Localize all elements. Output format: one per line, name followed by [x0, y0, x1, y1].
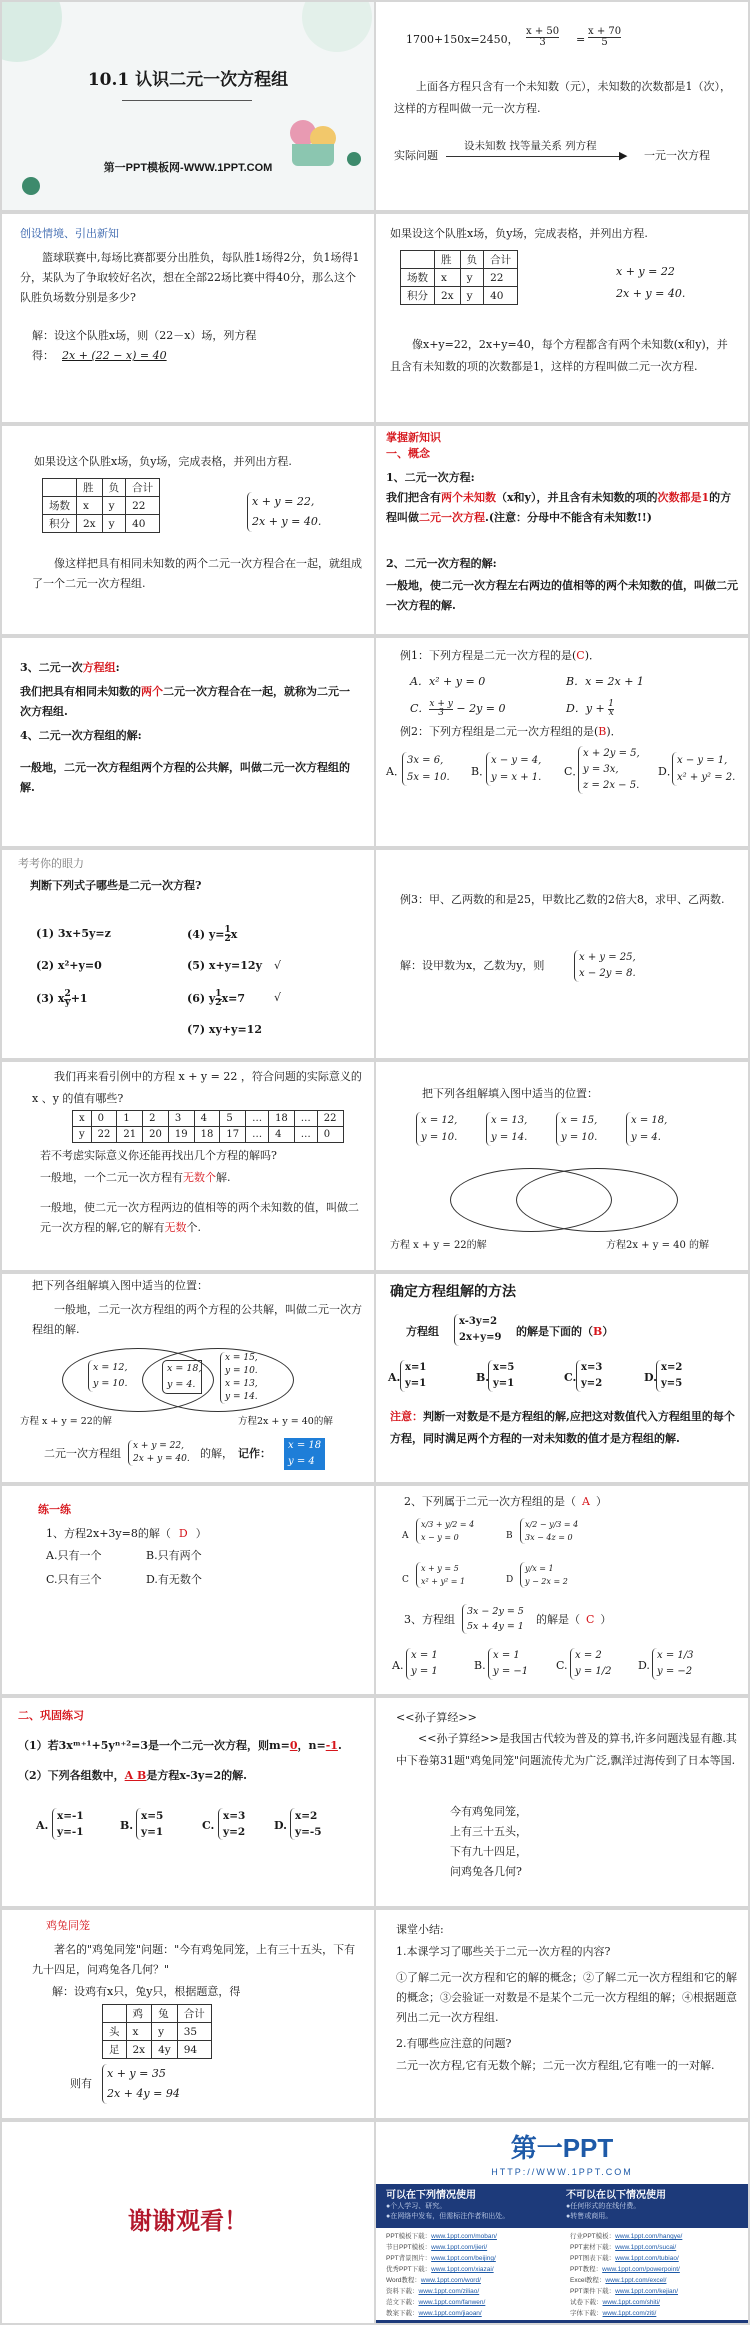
- question-system: x-3y=2 2x+y=9: [454, 1314, 501, 1346]
- question-2: 2.有哪些应注意的问题?: [396, 2037, 512, 2050]
- note-text: 注意：判断一对数是不是方程组的解,应把这对数值代入方程组里的每个方程，同时满足两个方程的一对未知数的值才是方程组的解.: [390, 1410, 735, 1445]
- table-row: 积分 2x y 40: [401, 287, 518, 305]
- resource-link[interactable]: [570, 2309, 656, 2319]
- resource-link[interactable]: [570, 2276, 666, 2286]
- question-2: （2）下列各组数中，A B是方程x-3y=2的解.: [18, 1769, 248, 1782]
- resource-link[interactable]: [570, 2287, 678, 2297]
- resource-link-url[interactable]: www.1ppt.com/jieri/: [431, 2244, 488, 2251]
- resource-link-label: 试卷下载：: [570, 2299, 603, 2306]
- resource-link[interactable]: [570, 2254, 679, 2264]
- definition-text: 一般地，二元一次方程组两个方程的公共解，叫做二元一次方程组的解.: [20, 761, 350, 794]
- table-row: 场数 x y 22: [401, 269, 518, 287]
- verse-line-2: 上有三十五头，: [450, 1825, 527, 1838]
- resource-link-label: Word教程：: [386, 2277, 421, 2284]
- term-heading: 1、二元一次方程:: [386, 471, 475, 484]
- slide-ppt-info: [376, 2122, 748, 2323]
- disallowed-item: ●任何形式的在线付费。: [566, 2203, 641, 2210]
- example-question: 例1：下列方程是二元一次方程的是(C)．: [400, 649, 601, 662]
- section-heading: 课堂小结:: [396, 1923, 444, 1936]
- slide-chicken-rabbit: [2, 1910, 374, 2118]
- slide-examples: 例1：下列方程是二元一次方程的是(C)． A．x² + y = 0 B．x = 2x + 1 C．$\frac{x + y}{3} - 2y = 0$ D．$y + \frac{1}{x}$ 例2：下列方程组是二元一次方程组的是(B)． A． 3x = 6, 5x = 10. B． x − y = 4, y = x + 1. C． x + 2y = 5, y = 3x, z = 2x − 5. D． x − y = 1, x² + y² = 2.: [376, 638, 748, 846]
- option-d: y/x = 1 y − 2x = 2: [520, 1562, 568, 1588]
- section-heading: 掌握新知识: [386, 431, 441, 444]
- check-mark: √: [274, 959, 282, 972]
- resource-link-url[interactable]: www.1ppt.com/word/: [420, 2277, 481, 2284]
- solution-pair: x = 12, y = 10.: [88, 1360, 127, 1392]
- solution-text: 解：设鸡有x只，兔y只，根据题意，得: [52, 1985, 241, 1998]
- item-2: (2) x²+y=0: [36, 959, 102, 972]
- slide-consolidate: 二、巩固练习 （1）若3xᵐ⁺¹+5yⁿ⁺²=3是一个二元一次方程，则m=0，n=-1. （2）下列各组数中，A B是方程x-3y=2的解. A. x=-1 y=-1 B. x=5 y=1 C. x=3 y=2 D. x=2 y=-5: [2, 1698, 374, 1906]
- brand-logo: 第一PPT: [510, 2133, 614, 2163]
- answer-2: 二元一次方程,它有无数个解；二元一次方程组,它有唯一的一对解.: [396, 2059, 715, 2072]
- option-b: x/2 − y/3 = 4 3x − 4z = 0: [520, 1518, 578, 1544]
- solution-text: 解：设甲数为x，乙数为y，则: [400, 959, 545, 972]
- table-row: 场数 x y 22: [43, 497, 160, 515]
- equation-system: x + y = 22, 2x + y = 40.: [247, 492, 321, 532]
- equation-a: x + y = 22: [616, 265, 675, 278]
- common-solution-pair: x = 18, y = 4.: [162, 1360, 202, 1394]
- answer-option-c: x = 2 y = 1/2: [570, 1648, 611, 1680]
- term-heading: 2、二元一次方程的解:: [386, 557, 497, 570]
- definition-text: 一般地，使二元一次方程左右两边的值相等的两个未知数的值，叫做二元一次方程的解.: [386, 579, 738, 612]
- verse-line-4: 问鸡兔各几何?: [450, 1865, 522, 1878]
- solutions-table: [72, 1110, 344, 1143]
- option-system-c: x + 2y = 5, y = 3x, z = 2x − 5.: [578, 746, 640, 794]
- answer-option-b: x = 1 y = −1: [488, 1648, 528, 1680]
- option-system-a: 3x = 6, 5x = 10.: [402, 752, 450, 786]
- solution-pair: x = 18, y = 4.: [626, 1112, 667, 1146]
- term-heading: 3、二元一次方程组:: [20, 661, 120, 674]
- option-a: x=1 y=1: [400, 1360, 426, 1392]
- solution-line-1: 解：设这个队胜x场，则（22－x）场，列方程: [32, 329, 257, 342]
- solution-pair: x = 13, y = 14.: [486, 1112, 527, 1146]
- resource-link-url[interactable]: www.1ppt.com/excel/: [605, 2277, 667, 2284]
- slide-sunzi: [376, 1698, 748, 1906]
- section-heading: 练一练: [38, 1503, 71, 1516]
- term-heading: 4、二元一次方程组的解:: [20, 729, 142, 742]
- problem-text: 著名的"鸡兔同笼"问题："今有鸡兔同笼，上有三十五头，下有九十四足，问鸡兔各几何？": [32, 1943, 356, 1976]
- slide-venn-answer: [2, 1274, 374, 1482]
- slide-system-concept: [2, 638, 374, 846]
- verse-line-1: 今有鸡兔同笼，: [450, 1805, 527, 1818]
- info-panel: [376, 2184, 748, 2323]
- question-text: 1、方程2x+3y=8的解（ D ）: [46, 1527, 207, 1540]
- resource-link-label: PPT图表下载：: [570, 2255, 616, 2262]
- fraction-2: x + 70 5: [588, 26, 622, 48]
- verse-line-3: 下有九十四足，: [450, 1845, 527, 1858]
- system-equations: x + y = 22, 2x + y = 40.: [128, 1440, 190, 1466]
- question-1: （1）若3xᵐ⁺¹+5yⁿ⁺²=3是一个二元一次方程，则m=0，n=-1.: [18, 1739, 342, 1752]
- answer-option-a: x = 1 y = 1: [406, 1648, 438, 1680]
- option-a: x/3 + y/2 = 4 x − y = 0: [416, 1518, 474, 1544]
- fraction-1: x + 50 3: [526, 26, 560, 48]
- venn-label-right: 方程2x + y = 40的解: [238, 1416, 333, 1427]
- solution-system: x + y = 25, x − 2y = 8.: [574, 950, 636, 982]
- notation-box: x = 18 y = 4: [284, 1438, 325, 1470]
- option-c: x=3 y=2: [218, 1808, 245, 1840]
- question-text: 方程组: [406, 1325, 439, 1338]
- question-text: 3、方程组: [404, 1613, 455, 1626]
- disallowed-heading: 不可以在以下情况使用: [566, 2190, 666, 2201]
- resource-link-url[interactable]: www.1ppt.com/kejian/: [615, 2288, 679, 2295]
- solution-line-2: 得：: [32, 349, 54, 362]
- flow-step-problem: 实际问题: [394, 149, 438, 162]
- flow-arrow: [446, 156, 621, 157]
- decor-circle: [2, 2, 62, 62]
- slide-thanks: [2, 2122, 374, 2323]
- answer-option-d: x = 1/3 y = −2: [652, 1648, 693, 1680]
- answer-1: ①了解二元一次方程和它的解的概念；②了解二元一次方程组和它的解的概念；③会验证一对数是不是某个二元一次方程组的解；④根据题意列出二元一次方程组.: [396, 1971, 737, 2024]
- venn-label-left: 方程 x + y = 22的解: [390, 1240, 487, 1251]
- question-system: 3x − 2y = 5 5x + 4y = 1: [462, 1604, 524, 1634]
- item-6: (6) y1 2x=7: [187, 989, 245, 1008]
- resource-link-url[interactable]: www.1ppt.com/tubiao/: [615, 2255, 679, 2262]
- paragraph: 上面各方程只含有一个未知数（元），未知数的次数都是1（次），这样的方程叫做一元一次方程.: [394, 80, 731, 115]
- resource-link-url[interactable]: www.1ppt.com/powerpoint/: [602, 2266, 680, 2273]
- data-table: [42, 478, 160, 533]
- resource-link-label: Excel教程：: [570, 2277, 606, 2284]
- resource-link[interactable]: [386, 2265, 494, 2275]
- resource-link-label: 教案下载：: [386, 2310, 419, 2317]
- slide-subtitle: 第一PPT模板网-WWW.1PPT.COM: [103, 162, 273, 174]
- item-1: (1) 3x+5y=z: [36, 927, 111, 940]
- section-heading: <<孙子算经>>: [396, 1711, 477, 1724]
- flow-step-result: 一元一次方程: [644, 149, 710, 162]
- item-5: (5) x+y=12y: [187, 959, 262, 972]
- allowed-item: ●个人学习、研究。: [386, 2203, 447, 2210]
- resource-link[interactable]: [570, 2298, 660, 2308]
- table-header-row: 鸡 兔 合计: [103, 2005, 212, 2023]
- data-table: [400, 250, 518, 305]
- equation-1: 1700+150x=2450，: [406, 33, 519, 46]
- resource-link-label: 资料下载：: [386, 2288, 419, 2295]
- question-tail: 的解是（ C ）: [536, 1613, 612, 1626]
- decor-circle: [302, 2, 372, 52]
- option-a: A.只有一个: [46, 1549, 102, 1562]
- allowed-heading: 可以在下列情况使用: [386, 2190, 476, 2201]
- table-header-row: 胜 负 合计: [43, 479, 160, 497]
- option-d: D．$y + \frac{1}{x}$: [566, 699, 614, 718]
- slide-practice-2: 2、下列属于二元一次方程组的是（ A ） A x/3 + y/2 = 4 x − y = 0 B x/2 − y/3 = 4 3x − 4z = 0 C x + y = 5 x² + y² = 1 D y/x = 1 y − 2x = 2 3、方程组 3x − 2y = 5 5x + 4y = 1 的解是（ C ） A. x = 1 y = 1 B. x = 1 y = −1 C. x = 2 y = 1/2 D. x = 1/3 y = −2: [376, 1486, 748, 1694]
- title-divider: [122, 100, 252, 101]
- resource-link-url[interactable]: www.1ppt.com/hangye/: [615, 2233, 683, 2240]
- disallowed-item: ●转售或商用。: [566, 2213, 613, 2220]
- slide-concept: [376, 426, 748, 634]
- equation-b: 2x + y = 40.: [616, 287, 686, 300]
- slide-method: 确定方程组解的方法 方程组 x-3y=2 2x+y=9 的解是下面的（B） A. x=1 y=1 B. x=5 y=1 C. x=3 y=2 D. x=2 y=5 注意：判断一对数是不是方程组的解,应把这对数值代入方程组里的每个方程，同时满足两个方程的一对未知数的值才是方程组的解.: [376, 1274, 748, 1482]
- instruction: 把下列各组解填入图中适当的位置：: [422, 1087, 598, 1100]
- slide-linear-equation: 1700+150x=2450， x + 50 3 = x + 70 5 上面各方程只含有一个未知数（元），未知数的次数都是1（次），这样的方程叫做一元一次方程. 实际问题 设未知数 找等量关系 列方程 ▶ 一元一次方程: [376, 2, 748, 210]
- instruction: 把下列各组解填入图中适当的位置：: [32, 1279, 208, 1292]
- option-a: A．x² + y = 0: [410, 675, 486, 688]
- subsection-heading: 一、概念: [386, 447, 430, 460]
- definition-text: 一般地，二元一次方程组的两个方程的公共解，叫做二元一次方程组的解.: [32, 1303, 362, 1336]
- option-b: x=5 y=1: [488, 1360, 514, 1392]
- option-b: B．x = 2x + 1: [566, 675, 644, 688]
- option-d: D.有无数个: [146, 1573, 202, 1586]
- slide-table-binary: [376, 214, 748, 422]
- option-c: C.只有三个: [46, 1573, 102, 1586]
- resource-link[interactable]: [386, 2287, 479, 2297]
- data-table: [102, 2004, 212, 2059]
- story-text: <<孙子算经>>是我国古代较为普及的算书,许多问题浅显有趣.其中下卷第31题"鸡兔同笼"问题流传尤为广泛,飘洋过海传到了日本等国.: [396, 1732, 737, 1767]
- item-3: (3) x2 y+1: [36, 989, 88, 1008]
- resource-link-label: 节日PPT模板：: [386, 2244, 432, 2251]
- resource-link-label: 行业PPT模板：: [570, 2233, 616, 2240]
- notation-label: 记作：: [238, 1447, 271, 1460]
- resource-link-label: 字体下载：: [570, 2310, 603, 2317]
- option-c: x + y = 5 x² + y² = 1: [416, 1562, 465, 1588]
- slide-practice: [2, 1486, 374, 1694]
- slide-summary: [376, 1910, 748, 2118]
- slide-judge: [2, 850, 374, 1058]
- link-grid: [376, 2228, 748, 2320]
- solution-equation: 2x + (22 − x) = 40: [62, 349, 167, 362]
- equation-system: x + y = 35 2x + 4y = 94: [102, 2064, 180, 2104]
- resource-link[interactable]: [386, 2232, 497, 2242]
- solution-pair: x = 15, y = 10.: [556, 1112, 597, 1146]
- resource-link-url[interactable]: www.1ppt.com/ziliao/: [418, 2288, 480, 2295]
- question-text: 判断下列式子哪些是二元一次方程?: [30, 879, 202, 892]
- resource-link-label: PPT课件下载：: [570, 2288, 616, 2295]
- conclusion-1: 一般地，一个二元一次方程有无数个解.: [40, 1171, 231, 1184]
- resource-link[interactable]: [386, 2298, 485, 2308]
- option-a: x=-1 y=-1: [52, 1808, 84, 1840]
- resource-link[interactable]: [386, 2243, 487, 2253]
- resource-link-url[interactable]: www.1ppt.com/sucai/: [615, 2244, 677, 2251]
- solution-word: 的解，: [200, 1447, 233, 1460]
- resource-link-url[interactable]: www.1ppt.com/ziti/: [602, 2310, 657, 2317]
- definition-text: 像x+y=22，2x+y=40，每个方程都含有两个未知数(x和y)，并且含有未知数的项的次数都是1，这样的方程叫做二元一次方程.: [390, 338, 728, 373]
- venn-label-left: 方程 x + y = 22的解: [20, 1416, 112, 1427]
- option-b: x=5 y=1: [136, 1808, 163, 1840]
- slide-venn-task: [376, 1062, 748, 1270]
- table-row: 头 x y 35: [103, 2023, 212, 2041]
- example-question: 例2：下列方程组是二元一次方程组的是(B)．: [400, 725, 622, 738]
- resource-link[interactable]: [570, 2243, 676, 2253]
- table-row: 足 2x 4y 94: [103, 2041, 212, 2059]
- system-label: 二元一次方程组: [44, 1447, 121, 1460]
- resource-link-url[interactable]: www.1ppt.com/moban/: [431, 2233, 497, 2240]
- instruction: 如果设这个队胜x场，负y场，完成表格，并列出方程.: [390, 227, 648, 240]
- resource-link-url[interactable]: www.1ppt.com/fanwen/: [418, 2299, 486, 2306]
- table-row: x 0 1 2 3 4 5 … 18 … 22: [73, 1111, 344, 1127]
- conclusion-2: 一般地，使二元一次方程两边的值相等的两个未知数的值，叫做二元一次方程的解,它的解有无数个.: [40, 1201, 359, 1234]
- resource-link-url[interactable]: www.1ppt.com/shiti/: [602, 2299, 660, 2306]
- option-system-b: x − y = 4, y = x + 1.: [486, 752, 541, 786]
- section-heading: 鸡兔同笼: [46, 1919, 90, 1932]
- resource-link-label: PPT素材下载：: [570, 2244, 616, 2251]
- table-row: 积分 2x y 40: [43, 515, 160, 533]
- definition-text: 我们把具有相同未知数的两个二元一次方程合在一起，就称为二元一次方程组.: [20, 685, 350, 718]
- brand-url: HTTP://WWW.1PPT.COM: [491, 2167, 633, 2177]
- section-heading: 考考你的眼力: [18, 857, 84, 870]
- slide-solutions-table: [2, 1062, 374, 1270]
- section-heading: 创设情境、引出新知: [20, 227, 119, 240]
- solution-pair: x = 12, y = 10.: [416, 1112, 457, 1146]
- resource-link[interactable]: [386, 2276, 481, 2286]
- resource-link-label: 优秀PPT下载：: [386, 2266, 432, 2273]
- intro-text: 我们再来看引例中的方程 x + y = 22 ，符合问题的实际意义的 x 、y 的值有哪些?: [32, 1070, 362, 1105]
- option-d: x=2 y=-5: [290, 1808, 322, 1840]
- option-c: x=3 y=2: [576, 1360, 602, 1392]
- resource-link-url[interactable]: www.1ppt.com/xiazai/: [431, 2266, 494, 2273]
- system-definition: 像这样把具有相同未知数的两个二元一次方程合在一起，就组成了一个二元一次方程组.: [32, 557, 362, 590]
- solution-pair: x = 15, y = 10. x = 13, y = 14.: [220, 1352, 258, 1404]
- question-text: 2、下列属于二元一次方程组的是（ A ）: [404, 1495, 607, 1508]
- then-label: 则有: [70, 2077, 92, 2090]
- slide-title: [2, 2, 374, 210]
- slide-title-text: 10.1 认识二元一次方程组: [87, 70, 289, 90]
- question-text: 若不考虑实际意义你还能再找出几个方程的解吗?: [40, 1149, 277, 1162]
- question-tail: 的解是下面的（B）: [516, 1325, 614, 1338]
- resource-link-label: PPT背景图片：: [386, 2255, 432, 2262]
- instruction: 如果设这个队胜x场，负y场，完成表格，并列出方程.: [34, 455, 292, 468]
- definition-text: 我们把含有两个未知数（x和y），并且含有未知数的项的次数都是1的方程叫做二元一次方程.(注意：分母中不能含有未知数!!): [386, 491, 732, 524]
- resource-link[interactable]: [386, 2309, 482, 2319]
- item-7: (7) xy+y=12: [187, 1023, 262, 1036]
- section-heading: 二、巩固练习: [18, 1709, 84, 1722]
- allowed-item: ●在网络中发布，但需标注作者和出处。: [386, 2213, 510, 2220]
- option-system-d: x − y = 1, x² + y² = 2.: [672, 752, 735, 786]
- venn-circle-right: [516, 1168, 678, 1232]
- option-c: C．$\frac{x + y}{3} - 2y = 0$: [410, 699, 506, 718]
- question-1: 1.本课学习了哪些关于二元一次方程的内容?: [396, 1945, 611, 1958]
- problem-text: 篮球联赛中,每场比赛都要分出胜负，每队胜1场得2分，负1场得1分，某队为了争取较好名次，想在全部22场比赛中得40分，那么这个队胜负场数分别是多少?: [20, 251, 360, 304]
- venn-label-right: 方程2x + y = 40 的解: [606, 1240, 710, 1251]
- slide-example-3: [376, 850, 748, 1058]
- resource-link[interactable]: [570, 2265, 680, 2275]
- thanks-text: 谢谢观看！: [128, 2206, 248, 2235]
- decor-dot: [22, 177, 40, 195]
- table-row: y 22 21 20 19 18 17 … 4 … 0: [73, 1127, 344, 1143]
- resource-link-label: PPT教程：: [570, 2266, 603, 2273]
- resource-link-url[interactable]: www.1ppt.com/jiaoan/: [418, 2310, 482, 2317]
- check-mark: √: [274, 991, 282, 1004]
- resource-link-label: 范文下载：: [386, 2299, 419, 2306]
- item-4: (4) y=1 2x: [187, 925, 238, 944]
- option-d: x=2 y=5: [656, 1360, 682, 1392]
- resource-link[interactable]: [386, 2254, 496, 2264]
- example-question: 例3：甲、乙两数的和是25，甲数比乙数的2倍大8，求甲、乙两数.: [400, 893, 725, 906]
- resource-link-url[interactable]: www.1ppt.com/beijing/: [431, 2255, 496, 2262]
- resource-link-label: PPT模板下载：: [386, 2233, 432, 2240]
- slide-table-system: [2, 426, 374, 634]
- flow-step-method: 设未知数 找等量关系 列方程: [464, 140, 597, 152]
- resource-link[interactable]: [570, 2232, 682, 2242]
- table-header-row: 胜 负 合计: [401, 251, 518, 269]
- slide-heading: 确定方程组解的方法: [390, 1284, 516, 1300]
- slide-situation: [2, 214, 374, 422]
- option-b: B.只有两个: [146, 1549, 202, 1562]
